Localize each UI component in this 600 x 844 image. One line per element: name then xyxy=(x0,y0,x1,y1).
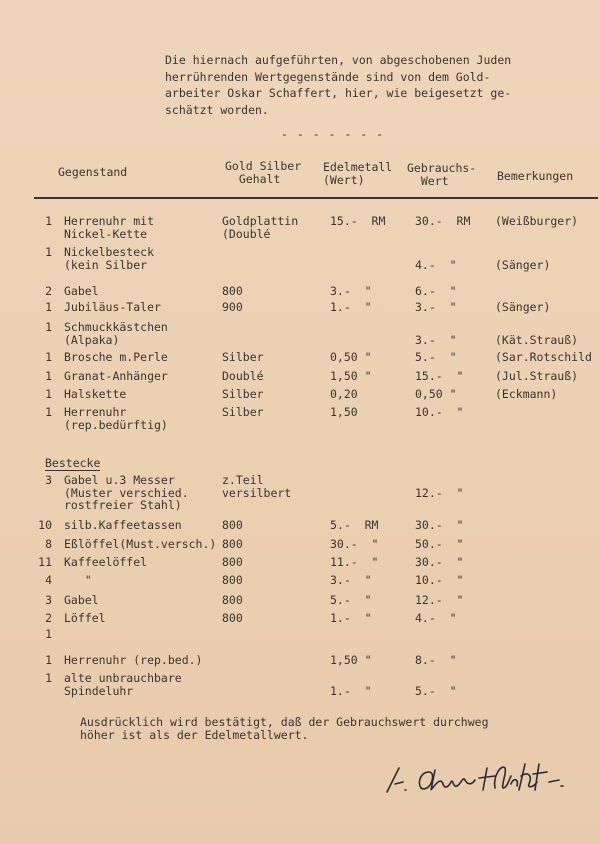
closing-statement: Ausdrücklich wird bestätigt, daß der Gebrauchswert durchweg höher ist als der Edelmetallwert. xyxy=(80,715,489,742)
cell-item: Halskette xyxy=(64,387,127,401)
cell-metal: 0,50 " xyxy=(330,350,372,364)
cell-metal: 1,50 xyxy=(330,405,358,419)
cell-item: Herrenuhr mit Nickel-Kette xyxy=(64,214,155,241)
cell-gold: 800 xyxy=(222,573,243,587)
cell-item: Gabel xyxy=(64,284,99,298)
header-rule xyxy=(34,197,598,199)
cell-note: (Sänger) xyxy=(495,257,551,272)
header-gold-silver: Gold Silber Gehalt xyxy=(225,159,302,186)
cell-qty: 4 xyxy=(45,573,52,587)
cell-qty: 1 xyxy=(45,671,52,685)
cell-item: Granat-Anhänger xyxy=(64,369,168,383)
cell-qty: 8 xyxy=(45,537,52,551)
cell-use: 0,50 " xyxy=(415,387,457,401)
cell-item: Kaffeelöffel xyxy=(64,555,148,569)
cell-metal: 15.- RM xyxy=(330,214,386,228)
cell-note: (Eckmann) xyxy=(495,387,558,401)
cell-item: Herrenuhr (rep.bedürftig) xyxy=(64,405,168,432)
cell-gold: 800 xyxy=(222,284,243,298)
cell-gold: 800 xyxy=(222,518,243,532)
cell-use: 15.- " xyxy=(415,369,464,383)
cell-item: Löffel xyxy=(64,611,106,625)
cell-qty: 3 xyxy=(45,473,52,487)
cell-gold: 900 xyxy=(222,300,243,314)
cell-use: 5.- " xyxy=(415,350,457,364)
cell-use: 4.- " xyxy=(415,257,457,272)
cell-item: Eßlöffel(Must.versch.) xyxy=(64,537,217,551)
cell-qty: 11 xyxy=(38,555,52,569)
cell-qty: 1 xyxy=(45,405,52,419)
cell-qty: 1 xyxy=(45,214,52,228)
intro-paragraph: Die hiernach aufgeführten, von abgeschobenen Juden herrührenden Wertgegenstände sind von dem Gold- arbeiter Oskar Schaffert, hier, wie beigesetzt ge- schätzt worden. xyxy=(165,53,512,117)
header-remarks: Bemerkungen xyxy=(497,169,574,183)
cell-gold: Doublé xyxy=(222,369,264,383)
cell-use: 4.- " xyxy=(415,611,457,625)
cell-item: silb.Kaffeetassen xyxy=(64,518,182,532)
cell-note: (Jul.Strauß) xyxy=(495,369,579,383)
cell-item: Jubiläus-Taler xyxy=(64,300,161,314)
cell-gold: Silber xyxy=(222,387,264,401)
cell-use: 3.- " xyxy=(415,300,457,314)
cell-use: 30.- " xyxy=(415,518,464,532)
cell-metal: 3.- " xyxy=(330,284,372,298)
cell-gold: Goldplattin (Doublé xyxy=(222,214,299,241)
cell-gold: 800 xyxy=(222,611,243,625)
cell-use: 30.- " xyxy=(415,555,464,569)
cell-item: Schmuckkästchen (Alpaka) xyxy=(64,320,168,347)
cell-qty: 1 xyxy=(45,320,52,334)
cell-metal: 30.- " xyxy=(330,537,379,551)
cell-metal: 5.- " xyxy=(330,593,372,607)
header-item: Gegenstand xyxy=(58,165,128,179)
cell-gold: z.Teil versilbert xyxy=(222,473,292,500)
separator-dashes: - - - - - - - xyxy=(281,127,385,141)
cell-qty: 2 xyxy=(45,611,52,625)
cell-gold: 800 xyxy=(222,555,243,569)
cell-gold: Silber xyxy=(222,350,264,364)
cell-use: 3.- " xyxy=(415,332,457,347)
cell-item: Gabel xyxy=(64,593,99,607)
cell-metal: 1,50 " xyxy=(330,653,372,667)
cell-gold: Silber xyxy=(222,405,264,419)
cell-qty: 3 xyxy=(45,593,52,607)
cell-qty: 1 xyxy=(45,653,52,667)
cell-metal: 1.- " xyxy=(330,611,372,625)
cell-note: (Weißburger) xyxy=(495,214,579,228)
cell-item: Nickelbesteck (kein Silber xyxy=(64,245,155,272)
cell-qty: 1 xyxy=(45,300,52,314)
cell-metal: 1.- " xyxy=(330,300,372,314)
cell-use: 8.- " xyxy=(415,653,457,667)
handwritten-signature xyxy=(383,754,573,804)
cell-item: " xyxy=(64,573,92,587)
cell-qty: 1 xyxy=(45,387,52,401)
cell-use: 10.- " xyxy=(415,573,464,587)
cell-metal: 1.- " xyxy=(330,683,372,698)
cell-metal: 0,20 xyxy=(330,387,358,401)
cell-gold: 800 xyxy=(222,593,243,607)
cell-qty: 1 xyxy=(45,627,52,641)
cell-qty: 1 xyxy=(45,369,52,383)
cell-metal: 5.- RM xyxy=(330,518,379,532)
cell-note: (Sar.Rotschild xyxy=(495,350,592,364)
cell-item: Herrenuhr (rep.bed.) xyxy=(64,653,203,667)
header-use-value: Gebrauchs- Wert xyxy=(407,161,477,188)
cell-item: Gabel u.3 Messer (Muster verschied. rostfreier Stahl) xyxy=(64,473,189,512)
cell-gold: 800 xyxy=(222,537,243,551)
cell-note: (Sänger) xyxy=(495,300,551,314)
cell-qty: 10 xyxy=(38,518,52,532)
cell-use: 12.- " xyxy=(415,485,464,500)
cell-qty: 1 xyxy=(45,245,52,259)
section-title: Bestecke xyxy=(45,456,101,470)
cell-metal: 11.- " xyxy=(330,555,379,569)
cell-use: 12.- " xyxy=(415,593,464,607)
cell-use: 10.- " xyxy=(415,405,464,419)
cell-qty: 1 xyxy=(45,350,52,364)
cell-use: 5.- " xyxy=(415,683,457,698)
cell-metal: 1,50 " xyxy=(330,369,372,383)
header-precious-metal: Edelmetall (Wert) xyxy=(323,160,393,187)
cell-item: alte unbrauchbare Spindeluhr xyxy=(64,671,182,698)
cell-use: 30.- RM xyxy=(415,214,471,228)
cell-item: Brosche m.Perle xyxy=(64,350,168,364)
cell-note: (Kät.Strauß) xyxy=(495,332,579,347)
cell-use: 50.- " xyxy=(415,537,464,551)
cell-qty: 2 xyxy=(45,284,52,298)
cell-use: 6.- " xyxy=(415,284,457,298)
cell-metal: 3.- " xyxy=(330,573,372,587)
